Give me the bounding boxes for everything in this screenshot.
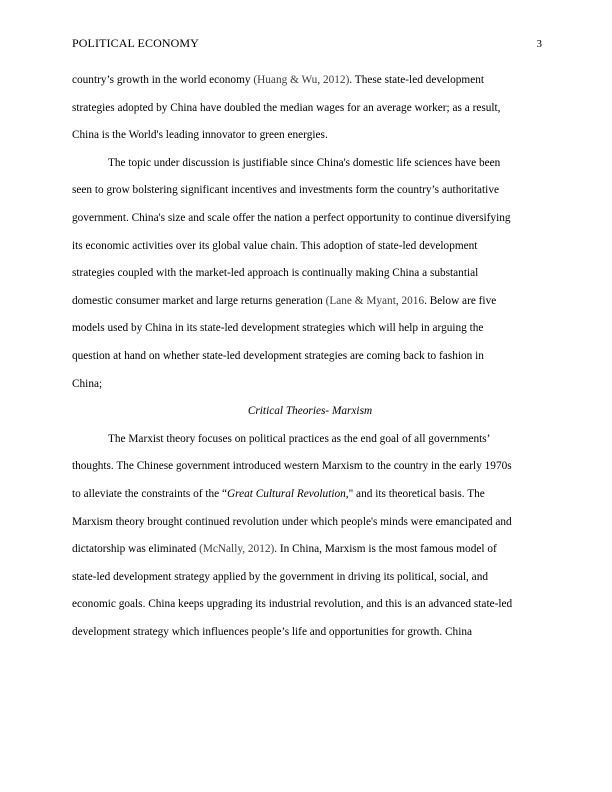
text-line: state-led development strategy applied by the government in driving its political, social, and bbox=[72, 570, 488, 583]
citation: (McNally, 2012) bbox=[199, 543, 275, 556]
paragraph-continuation bbox=[72, 67, 548, 150]
text-line: strategies adopted by China have doubled the median wages for an average worker; as a result, bbox=[72, 101, 501, 114]
text-line: models used by China in its state-led development strategies which will help in arguing the bbox=[72, 322, 484, 335]
text-line: strategies coupled with the market-led approach is continually making China a substantial bbox=[72, 267, 479, 280]
section-heading: Critical Theories- Marxism bbox=[247, 405, 373, 418]
text-line: The topic under discussion is justifiable since China's domestic life sciences have been bbox=[108, 156, 501, 169]
text-line: development strategy which influences people’s life and opportunities for growth. China bbox=[72, 625, 472, 638]
paragraph-marxism bbox=[72, 426, 548, 647]
text-line: its economic activities over its global value chain. This adoption of state-led development bbox=[72, 239, 478, 252]
text-line: government. China's size and scale offer the nation a perfect opportunity to continue diversifying bbox=[72, 211, 511, 224]
text-line: seen to grow bolstering significant incentives and investments form the country’s authoritative bbox=[72, 184, 499, 197]
citation: (Huang & Wu, 2012) bbox=[253, 74, 350, 86]
page-number: 3 bbox=[536, 38, 542, 50]
emphasized-title: Great Cultural Revolution bbox=[226, 487, 346, 500]
text-line: The Marxist theory focuses on political practices as the end goal of all governments’ bbox=[108, 432, 491, 445]
text-line: domestic consumer market and large returns generation (Lane & Myant, 2016. Below are five bbox=[72, 294, 497, 307]
text-line: economic goals. China keeps upgrading its industrial revolution, and this is an advanced state-led bbox=[72, 598, 513, 611]
text-line: question at hand on whether state-led development strategies are coming back to fashion in bbox=[72, 349, 484, 362]
text-line: dictatorship was eliminated (McNally, 2012). In China, Marxism is the most famous model of bbox=[72, 543, 497, 556]
paragraph-justification bbox=[72, 150, 548, 398]
citation: (Lane & Myant, 2016 bbox=[325, 294, 425, 307]
text-line: country’s growth in the world economy (Huang & Wu, 2012). These state-led development bbox=[72, 74, 485, 86]
text-line: China; bbox=[72, 377, 103, 390]
body-text bbox=[72, 67, 548, 646]
text-line: thoughts. The Chinese government introduced western Marxism to the country in the early 1970s bbox=[72, 460, 512, 473]
text-line: China is the World's leading innovator to green energies. bbox=[72, 129, 328, 142]
running-head: POLITICAL ECONOMY bbox=[72, 36, 199, 50]
text-line: to alleviate the constraints of the “Great Cultural Revolution," and its theoretical basis. The bbox=[72, 487, 485, 500]
text-line: Marxism theory brought continued revolution under which people's minds were emancipated and bbox=[72, 515, 512, 528]
